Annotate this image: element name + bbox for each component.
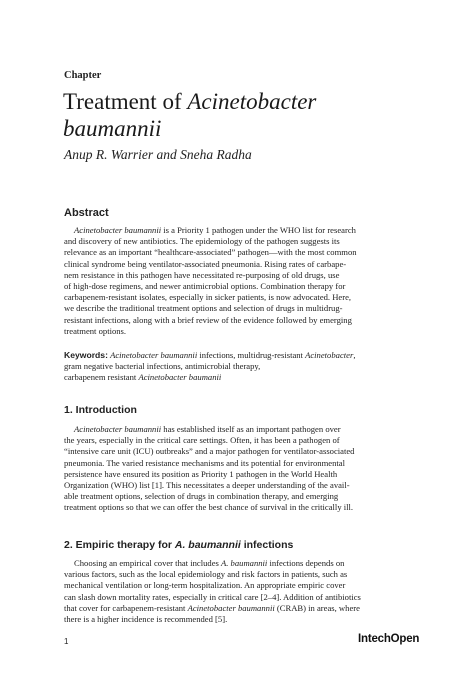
chapter-label: Chapter xyxy=(64,70,102,81)
abstract-line: carbapenem-resistant isolates, especially in sicker patients, is now advocated. Here, xyxy=(64,292,352,303)
chapter-title xyxy=(63,88,423,142)
empiric-line: can slash down mortality rates, especially in critical care [2–4]. Addition of antibiotics xyxy=(64,591,361,602)
introduction-paragraph xyxy=(64,424,414,514)
abstract-line: nem resistance in this pathogen have necessitated re-purposing of old drugs, use xyxy=(64,269,340,280)
empiric-line: various factors, such as the local epidemiology and risk factors in patients, such as xyxy=(64,569,348,580)
authors: Anup R. Warrier and Sneha Radha xyxy=(64,147,252,162)
introduction-line: the years, especially in the critical care settings. Often, it has been a pathogen of xyxy=(64,435,340,446)
abstract-line: we describe the traditional treatment options and selection of drugs in multidrug- xyxy=(64,303,343,314)
title-italic-species: baumannii xyxy=(63,116,162,141)
title-text: Treatment of xyxy=(63,89,188,114)
abstract-heading: Abstract xyxy=(64,207,109,219)
empiric-line: Choosing an empirical cover that includes A. baumannii infections depends on xyxy=(74,558,345,568)
keywords-line: gram negative bacterial infections, antimicrobial therapy, xyxy=(64,361,261,372)
page-number: 1 xyxy=(64,637,69,646)
introduction-line: able treatment options, selection of drugs in combination therapy, and emerging xyxy=(64,491,339,502)
keywords-label: Keywords: xyxy=(64,350,108,360)
abstract-line: Acinetobacter baumannii is a Priority 1 pathogen under the WHO list for research xyxy=(74,225,356,235)
introduction-line: persistence have ensured its position as Priority 1 pathogen in the World Health xyxy=(64,468,338,479)
title-italic-genus: Acinetobacter xyxy=(187,89,317,114)
keywords-line: carbapenem resistant Acinetobacter baumanii xyxy=(64,372,222,383)
introduction-line: Acinetobacter baumannii has established itself as an important pathogen over xyxy=(74,424,341,434)
introduction-heading: 1. Introduction xyxy=(64,404,137,416)
abstract-paragraph xyxy=(64,225,414,337)
introduction-line: pneumonia. The varied resistance mechanisms and its potential for environmental xyxy=(64,457,345,468)
keywords-paragraph xyxy=(64,350,414,384)
introduction-line: Organization (WHO) list [1]. This necessitates a deeper understanding of the avail- xyxy=(64,480,350,491)
publisher-logo: IntechOpen xyxy=(358,633,420,645)
introduction-line: “intensive care unit (ICU) outbreaks” and a major pathogen for ventilator-associated xyxy=(64,446,355,457)
abstract-line: of high-dose regimens, and newer antimicrobial options. Combination therapy for xyxy=(64,281,346,292)
empiric-line: that cover for carbapenem-resistant Acinetobacter baumannii (CRAB) in areas, where xyxy=(64,602,360,613)
empiric-line: there is a higher incidence is recommended [5]. xyxy=(64,614,228,625)
empiric-line: mechanical ventilation or long-term hospitalization. An appropriate empiric cover xyxy=(64,580,346,591)
abstract-line: relevance as an important “healthcare-associated” pathogen—with the most common xyxy=(64,247,357,258)
abstract-line: treatment options. xyxy=(64,325,127,336)
abstract-line: resistant infections, along with a brief review of the evidence followed by emerging xyxy=(64,314,352,325)
abstract-line: clinical syndrome being ventilator-associated pneumonia. Rising rates of carbape- xyxy=(64,258,347,269)
keywords-line: Keywords: Acinetobacter baumannii infections, multidrug-resistant Acinetobacter, xyxy=(64,350,356,360)
empiric-therapy-paragraph xyxy=(64,558,414,625)
abstract-line: and discovery of new antibiotics. The epidemiology of the pathogen suggests its xyxy=(64,236,340,247)
introduction-line: treatment options so that we can offer the best chance of survival in the critically ill. xyxy=(64,502,354,513)
empiric-therapy-heading: 2. Empiric therapy for A. baumannii infections xyxy=(64,539,294,551)
